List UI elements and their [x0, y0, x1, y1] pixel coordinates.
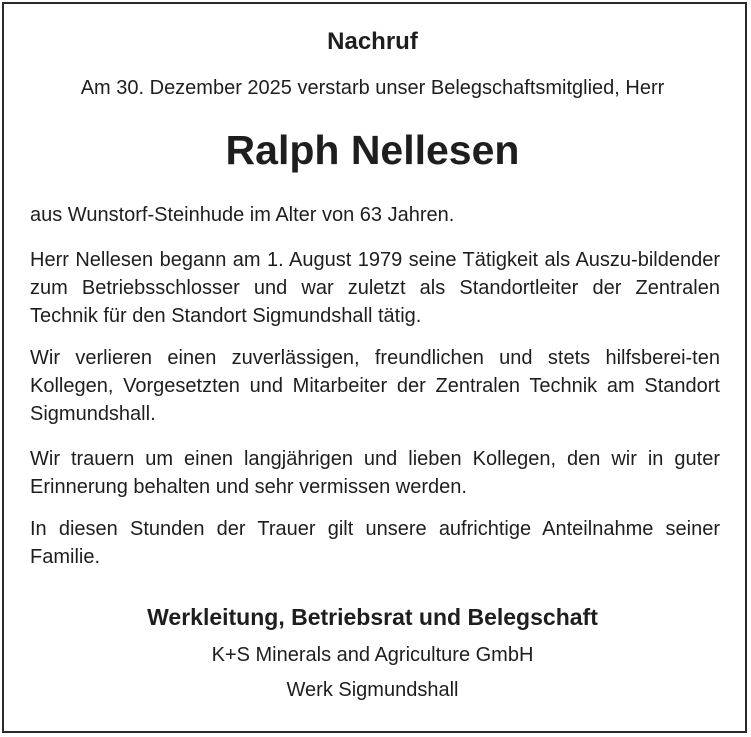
- signature-company: K+S Minerals and Agriculture GmbH: [211, 644, 534, 666]
- loss-paragraph: Wir verlieren einen zuverlässigen, freundlichen und stets hilfsberei-ten Kollegen, Vorgesetzten und Mitarbeiter der Zentralen Technik am Standort Sigmundshall.: [30, 347, 720, 425]
- signature-group: Werkleitung, Betriebsrat und Belegschaft: [147, 604, 598, 630]
- origin-paragraph: aus Wunstorf-Steinhude im Alter von 63 Jahren.: [30, 204, 455, 226]
- condolence-paragraph: In diesen Stunden der Trauer gilt unsere aufrichtige Anteilnahme seiner Familie.: [30, 518, 720, 568]
- grief-paragraph: Wir trauern um einen langjährigen und lieben Kollegen, den wir in guter Erinnerung behalten und sehr vermissen werden.: [30, 448, 720, 498]
- career-paragraph: Herr Nellesen begann am 1. August 1979 seine Tätigkeit als Auszu-bildender zum Betriebsschlosser und war zuletzt als Standortleiter der Zentralen Technik für den Standort Sigmundshall tätig.: [30, 249, 720, 327]
- deceased-name: Ralph Nellesen: [225, 127, 520, 173]
- obituary-heading: Nachruf: [327, 28, 418, 55]
- intro-line: Am 30. Dezember 2025 verstarb unser Belegschaftsmitglied, Herr: [80, 77, 665, 99]
- signature-site: Werk Sigmundshall: [286, 679, 459, 701]
